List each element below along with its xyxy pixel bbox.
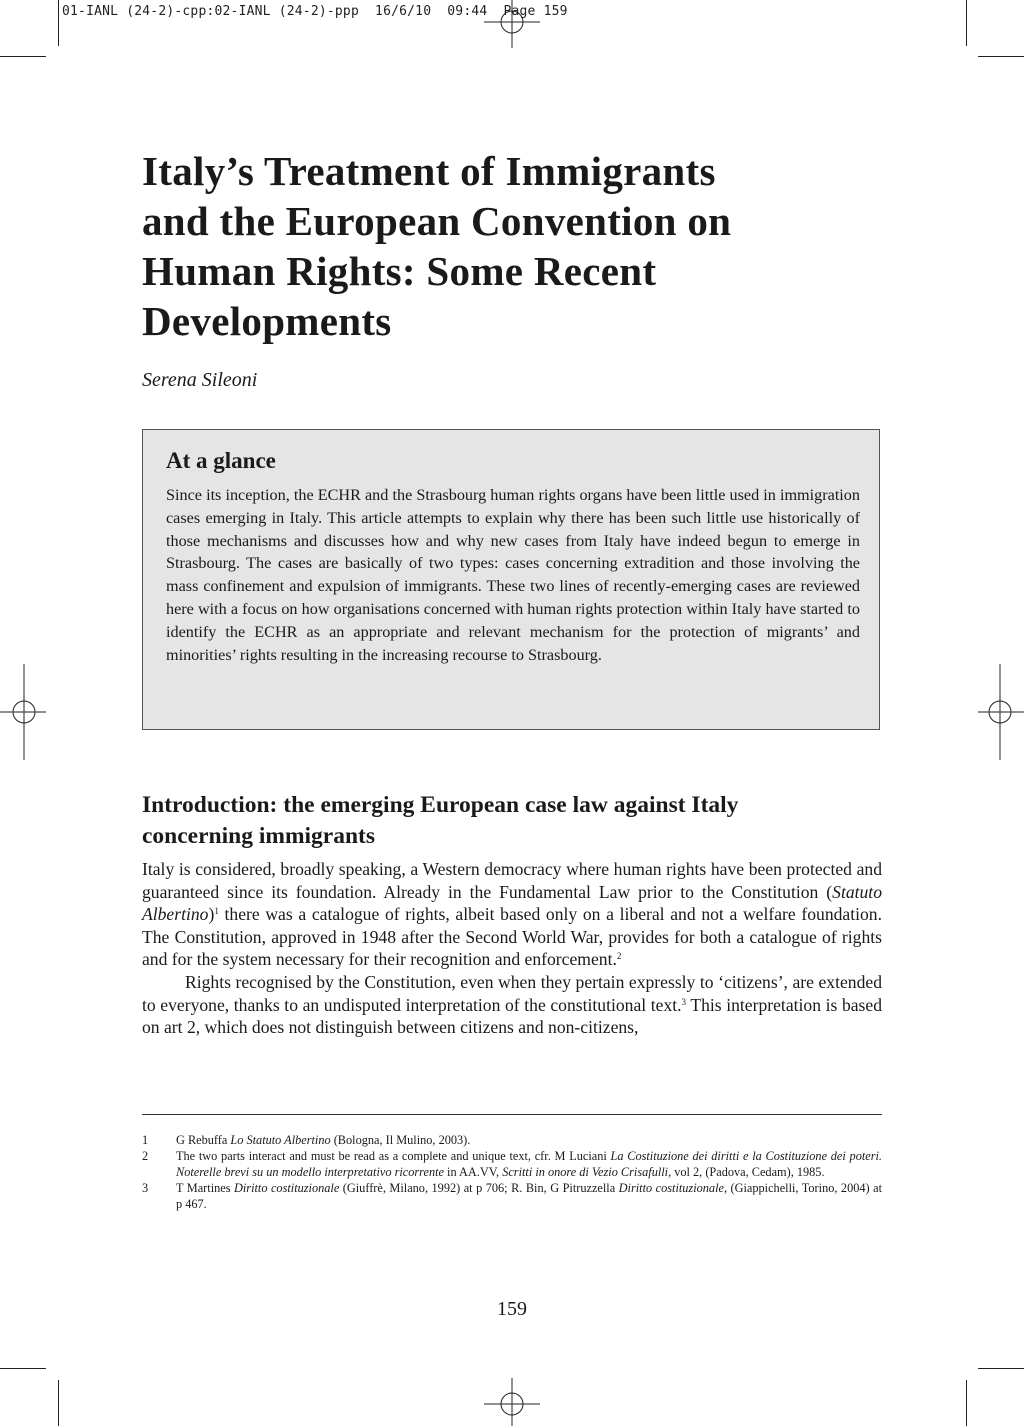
author-name: Serena Sileoni bbox=[142, 369, 258, 391]
text-run: Italy is considered, broadly speaking, a Western democracy where human rights have been protected and guaranteed since its foundation. Already in the Fundamental Law prior to the Constitution ( bbox=[142, 859, 882, 902]
text-run: there was a catalogue of rights, albeit based only on a liberal and not a welfare foundation. The Constitution, approved in 1948 after the Second World War, provides for both a catalogue of rights and for the system necessary for their recognition and enforcement. bbox=[142, 904, 882, 970]
paragraph-2 bbox=[142, 971, 882, 1039]
registration-mark-top bbox=[484, 0, 540, 50]
at-a-glance-box bbox=[142, 429, 880, 730]
at-a-glance-text: Since its inception, the ECHR and the Strasbourg human rights organs have been little used in immigration cases emerging in Italy. This article attempts to explain why there has been such little use historically of those mechanisms and discusses how and why new cases from Italy have indeed begun to emerge in Strasbourg. The cases are basically of two types: cases concerning extradition and those involving the mass confinement and expulsion of immigrants. These two lines of recently-emerging cases are reviewed here with a focus on how organisations concerned with human rights protection within Italy have started to identify the ECHR as an appropriate and relevant mechanism for the protection of migrants’ and minorities’ rights resulting in the increasing recourse to Strasbourg. bbox=[166, 486, 860, 664]
text-run: This interpretation is based on art 2, which does not distinguish between citizens and non-citizens, bbox=[142, 994, 882, 1038]
text-run-italic: La Costituzione dei diritti e la Costituzione dei poteri. Noterelle brevi su un modello interpretativo ricorrente bbox=[176, 1149, 882, 1179]
section-heading-line: Introduction: the emerging European case law against Italy bbox=[142, 792, 739, 818]
footnote-1 bbox=[142, 1133, 882, 1148]
footnote-text bbox=[176, 1149, 882, 1180]
footnote-text bbox=[176, 1181, 882, 1212]
printer-slug-line: 01-IANL (24-2)-cpp:02-IANL (24-2)-ppp 16/6/10 09:44 Page 159 bbox=[62, 4, 568, 19]
text-run-italic: Lo Statuto Albertino bbox=[230, 1133, 331, 1147]
text-run: The two parts interact and must be read as a complete and unique text, cfr. M Luciani bbox=[176, 1149, 611, 1164]
footnote-number: 1 bbox=[142, 1133, 149, 1147]
footnote-separator bbox=[142, 1114, 882, 1115]
section-heading-line: concerning immigrants bbox=[142, 823, 376, 849]
footnote-ref-3[interactable]: 3 bbox=[681, 996, 687, 1007]
section-heading bbox=[142, 790, 882, 852]
text-run: , vol 2, (Padova, Cedam), 1985. bbox=[668, 1164, 825, 1179]
text-run: , (Giappichelli, Torino, 2004) at p 467. bbox=[176, 1181, 882, 1211]
article-title bbox=[142, 146, 862, 346]
text-run: (Giuffrè, Milano, 1992) at p 706; R. Bin, G Pitruzzella bbox=[339, 1181, 619, 1196]
title-line: Italy’s Treatment of Immigrants bbox=[142, 148, 716, 194]
text-run: in AA.VV, bbox=[443, 1164, 503, 1179]
text-run-italic: Statuto Albertino bbox=[142, 881, 882, 925]
title-line: Human Rights: Some Recent bbox=[142, 248, 657, 294]
text-run: G Rebuffa bbox=[176, 1133, 231, 1147]
page-number: 159 bbox=[497, 1298, 527, 1320]
text-run: (Bologna, Il Mulino, 2003). bbox=[330, 1133, 471, 1147]
footnotes bbox=[142, 1133, 882, 1213]
registration-mark-bottom bbox=[484, 1376, 540, 1426]
text-run-italic: Diritto costituzionale bbox=[618, 1181, 724, 1196]
footnote-ref-1[interactable]: 1 bbox=[214, 906, 219, 917]
footnote-text bbox=[176, 1133, 882, 1148]
title-line: and the European Convention on bbox=[142, 198, 732, 244]
text-run-italic: Scritti in onore di Vezio Crisafulli bbox=[502, 1164, 669, 1179]
body-text bbox=[142, 858, 882, 1039]
registration-mark-right bbox=[976, 664, 1024, 760]
paragraph-1 bbox=[142, 858, 882, 971]
title-line: Developments bbox=[142, 298, 392, 344]
footnote-3 bbox=[142, 1181, 882, 1212]
registration-mark-left bbox=[0, 664, 48, 760]
footnote-ref-2[interactable]: 2 bbox=[616, 951, 622, 962]
footnote-number: 3 bbox=[142, 1181, 149, 1196]
text-run: T Martines bbox=[176, 1181, 234, 1196]
footnote-number: 2 bbox=[142, 1149, 149, 1164]
text-run-italic: Diritto costituzionale bbox=[234, 1181, 340, 1196]
text-run: ) bbox=[208, 904, 215, 925]
at-a-glance-heading: At a glance bbox=[166, 448, 276, 473]
text-run: Rights recognised by the Constitution, even when they pertain expressly to ‘citizens’, are extended to everyone, thanks to an undisputed interpretation of the constitutional text. bbox=[142, 971, 882, 1015]
footnote-2 bbox=[142, 1149, 882, 1180]
